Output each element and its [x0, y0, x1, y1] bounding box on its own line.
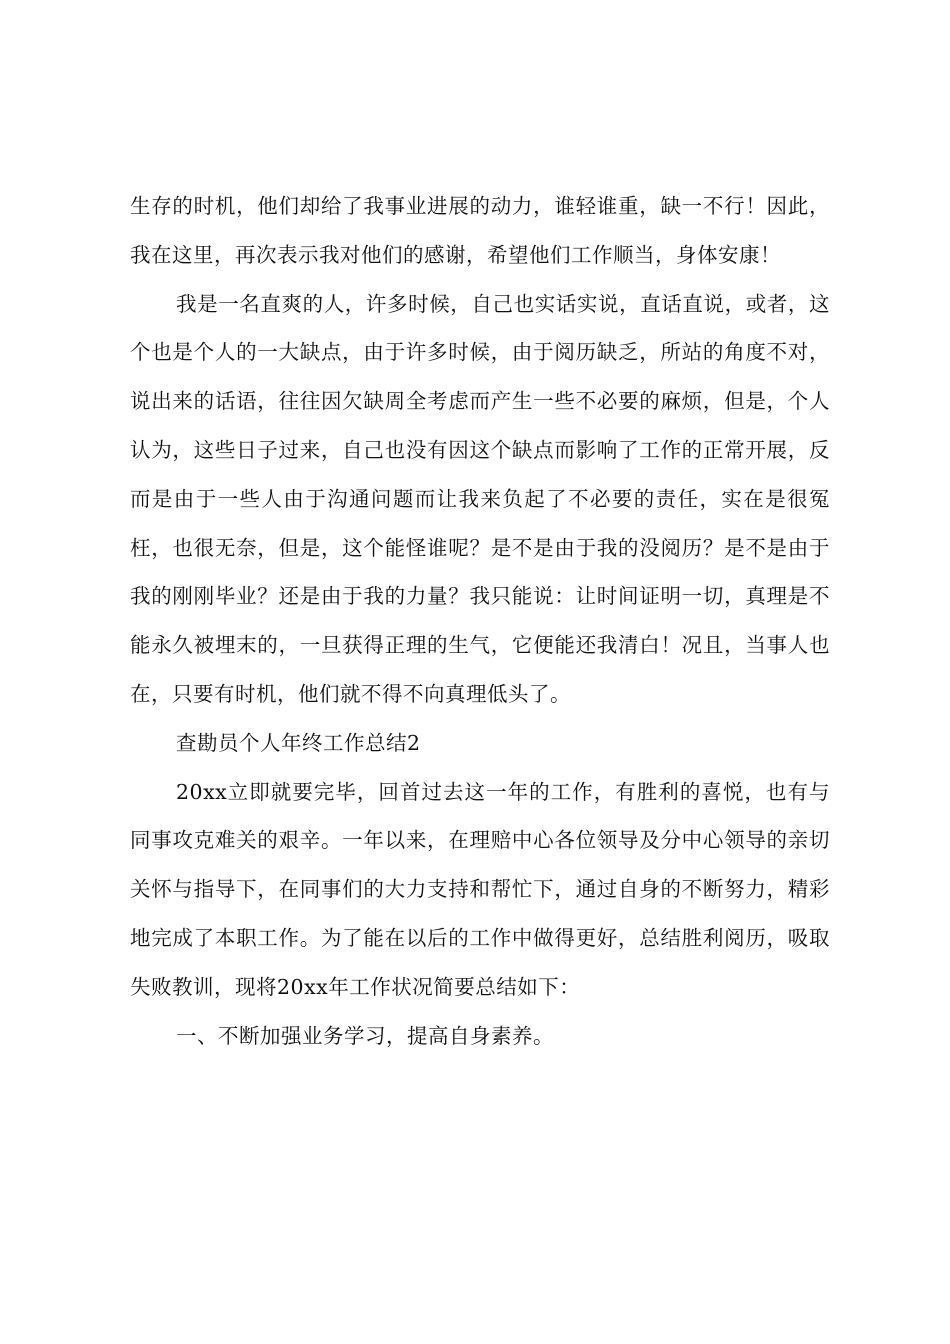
- paragraph-body: 20xx立即就要完毕，回首过去这一年的工作，有胜利的喜悦，也有与同事攻克难关的艰辛。一年以来，在理赔中心各位领导及分中心领导的亲切关怀与指导下，在同事们的大力支持和帮忙下，通过自身的不断努力，精彩地完成了本职工作。为了能在以后的工作中做得更好，总结胜利阅历，吸取失败教训，现将20xx年工作状况简要总结如下：: [130, 779, 830, 999]
- document-body: [130, 182, 830, 1060]
- paragraph-continuation: 生存的时机，他们却给了我事业进展的动力，谁轻谁重，缺一不行！因此，我在这里，再次表示我对他们的感谢，希望他们工作顺当，身体安康！: [130, 194, 830, 267]
- section-heading: 一、不断加强业务学习，提高自身素养。: [176, 1023, 554, 1048]
- paragraph-body: 我是一名直爽的人，许多时候，自己也实话实说，直话直说，或者，这个也是个人的一大缺点，由于许多时候，由于阅历缺乏，所站的角度不对，说出来的话语，往往因欠缺周全考虑而产生一些不必要的麻烦，但是，个人认为，这些日子过来，自己也没有因这个缺点而影响了工作的正常开展，反而是由于一些人由于沟通问题而让我来负起了不必要的责任，实在是很冤枉，也很无奈，但是，这个能怪谁呢？是不是由于我的没阅历？是不是由于我的刚刚毕业？还是由于我的力量？我只能说：让时间证明一切，真理是不能永久被埋末的，一旦获得正理的生气，它便能还我清白！况且，当事人也在，只要有时机，他们就不得不向真理低头了。: [130, 291, 830, 706]
- section-title: 查勘员个人年终工作总结2: [176, 730, 421, 755]
